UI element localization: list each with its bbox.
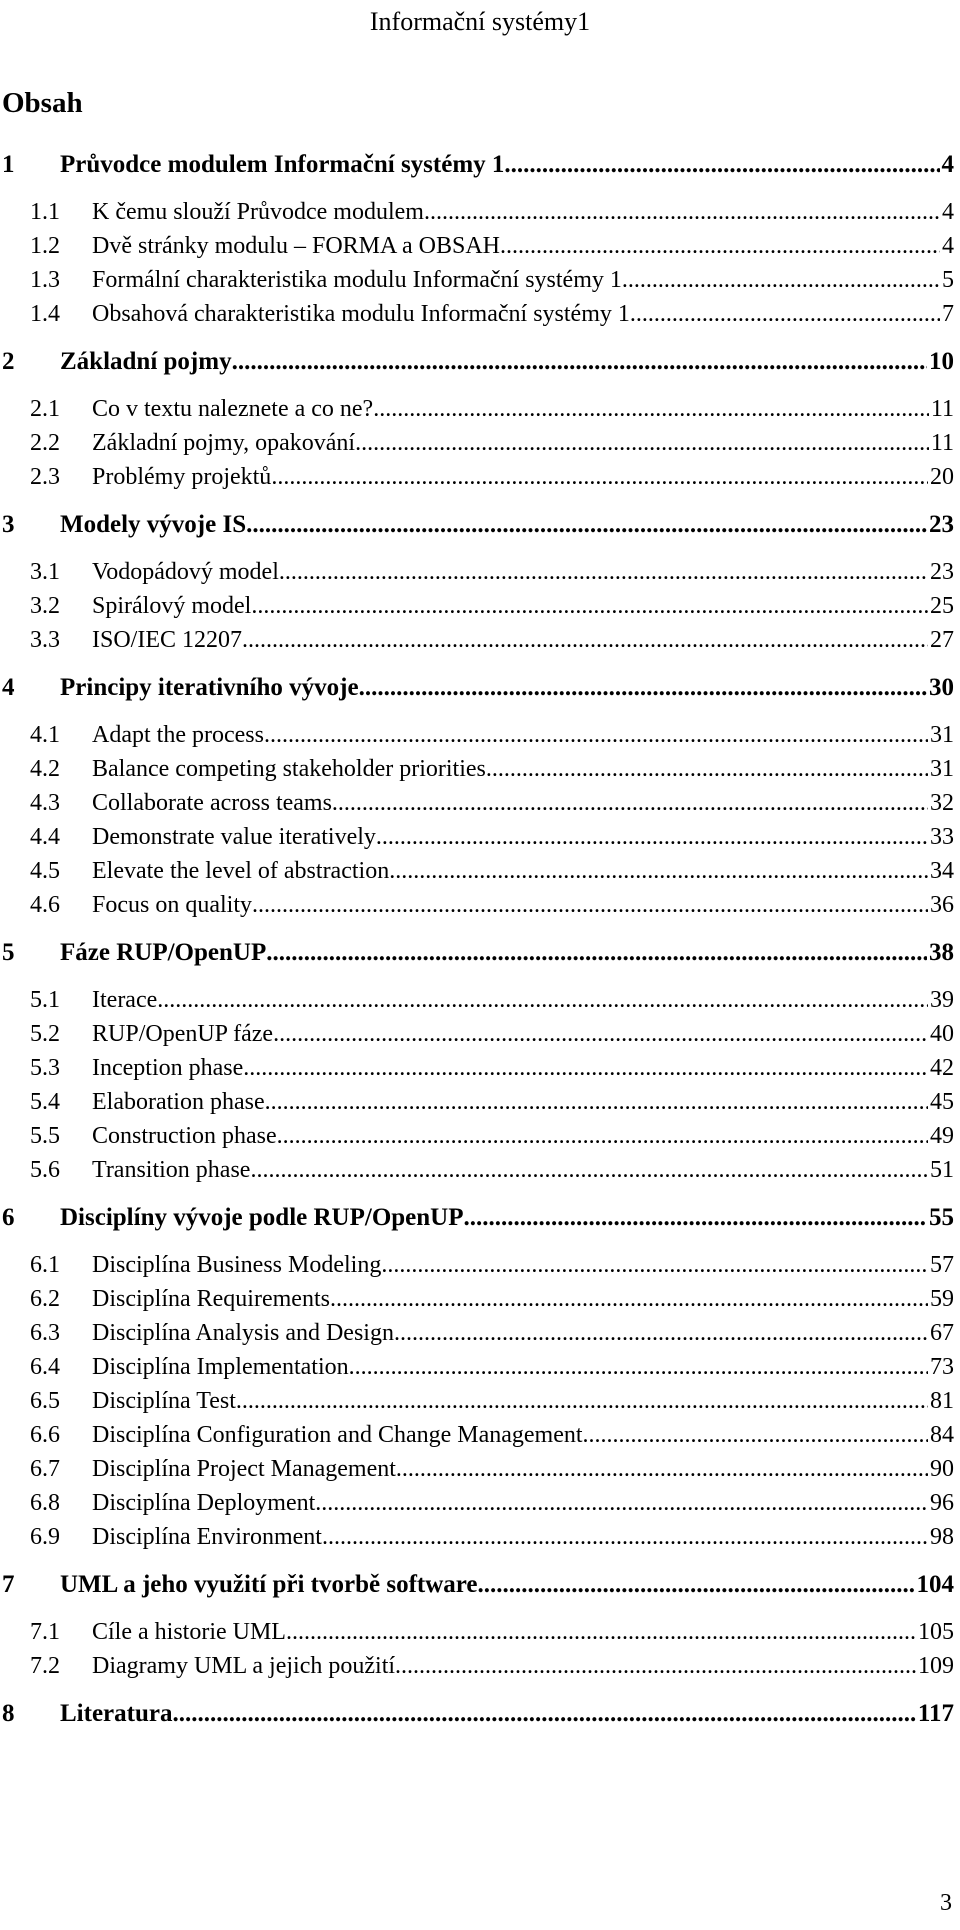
dot-leader [250, 1153, 928, 1187]
dot-leader [242, 623, 928, 657]
toc-section-page: 5 [942, 267, 954, 293]
toc-section-title: Formální charakteristika modulu Informační systémy 1 [92, 267, 622, 293]
toc-section[interactable] [0, 1017, 954, 1051]
toc-section-page: 49 [930, 1123, 954, 1149]
toc-section-page: 57 [930, 1252, 954, 1278]
dot-leader [330, 1282, 928, 1316]
toc-section-title: Cíle a historie UML [92, 1619, 286, 1645]
toc-section-number: 6.1 [30, 1252, 60, 1278]
toc-section-number: 1.2 [30, 233, 60, 259]
toc-section[interactable] [0, 426, 954, 460]
toc-section-page: 20 [930, 464, 954, 490]
toc-section-page: 42 [930, 1055, 954, 1081]
toc-section-page: 7 [942, 301, 954, 327]
toc-section-page: 31 [930, 756, 954, 782]
toc-section-title: Adapt the process [92, 722, 264, 748]
toc-section-number: 5.6 [30, 1157, 60, 1183]
toc-chapter-number: 6 [2, 1204, 15, 1231]
dot-leader [266, 936, 927, 970]
toc-chapter-page: 4 [941, 151, 954, 178]
toc-section[interactable] [0, 555, 954, 589]
toc-chapter-page: 23 [929, 511, 954, 538]
toc-section[interactable] [0, 1418, 954, 1452]
toc-section[interactable] [0, 623, 954, 657]
dot-leader [389, 854, 928, 888]
toc-section-page: 109 [918, 1653, 954, 1679]
toc-section-number: 6.6 [30, 1422, 60, 1448]
toc-section-title: Disciplína Business Modeling [92, 1252, 382, 1278]
toc-section-page: 39 [930, 987, 954, 1013]
dot-leader [478, 1568, 915, 1602]
toc-section-title: Co v textu naleznete a co ne? [92, 396, 374, 422]
toc-section-number: 6.2 [30, 1286, 60, 1312]
dot-leader [486, 752, 928, 786]
toc-section-page: 67 [930, 1320, 954, 1346]
toc-section-page: 51 [930, 1157, 954, 1183]
toc-section-number: 6.9 [30, 1524, 60, 1550]
toc-section-title: RUP/OpenUP fáze [92, 1021, 274, 1047]
toc-chapter-title: Literatura [60, 1700, 173, 1727]
toc-chapter-number: 4 [2, 674, 15, 701]
toc-section-title: Balance competing stakeholder priorities [92, 756, 486, 782]
dot-leader [315, 1486, 928, 1520]
toc-section-page: 81 [930, 1388, 954, 1414]
toc-section-title: Základní pojmy, opakování [92, 430, 356, 456]
dot-leader [359, 671, 927, 705]
toc-section-title: Transition phase [92, 1157, 251, 1183]
toc-section-page: 90 [930, 1456, 954, 1482]
toc-chapter-number: 3 [2, 511, 15, 538]
dot-leader [381, 1248, 928, 1282]
toc-section-page: 84 [930, 1422, 954, 1448]
dot-leader [394, 1316, 928, 1350]
toc-section-title: Elaboration phase [92, 1089, 265, 1115]
toc-title: Obsah [2, 87, 83, 119]
toc-section-title: Vodopádový model [92, 559, 279, 585]
toc-section[interactable] [0, 1119, 954, 1153]
toc-section[interactable] [0, 1452, 954, 1486]
toc-section[interactable] [0, 786, 954, 820]
dot-leader [630, 297, 940, 331]
toc-section-number: 4.1 [30, 722, 60, 748]
toc-section-page: 73 [930, 1354, 954, 1380]
toc-section[interactable] [0, 1051, 954, 1085]
toc-section-number: 4.3 [30, 790, 60, 816]
toc-section-number: 1.1 [30, 199, 60, 225]
toc-chapter-page: 10 [929, 348, 954, 375]
toc-section-page: 32 [930, 790, 954, 816]
toc-section-title: Diagramy UML a jejich použití [92, 1653, 396, 1679]
dot-leader [264, 718, 928, 752]
dot-leader [157, 983, 928, 1017]
toc-section-title: Disciplína Requirements [92, 1286, 330, 1312]
toc-section-page: 4 [942, 199, 954, 225]
toc-section-title: Inception phase [92, 1055, 244, 1081]
toc-chapter-page: 38 [929, 939, 954, 966]
toc-section[interactable] [0, 1248, 954, 1282]
toc-section-number: 6.7 [30, 1456, 60, 1482]
toc-section-page: 25 [930, 593, 954, 619]
toc-section-number: 6.3 [30, 1320, 60, 1346]
toc-section[interactable] [0, 589, 954, 623]
dot-leader [246, 508, 927, 542]
dot-leader [322, 1520, 928, 1554]
toc-chapter[interactable] [0, 508, 954, 542]
dot-leader [504, 148, 939, 182]
toc-section-title: Obsahová charakteristika modulu Informační systémy 1 [92, 301, 630, 327]
toc-section[interactable] [0, 263, 954, 297]
toc-section-page: 23 [930, 559, 954, 585]
table-of-contents [0, 148, 954, 1744]
toc-section-title: Focus on quality [92, 892, 252, 918]
toc-chapter-page: 117 [917, 1700, 954, 1727]
toc-section-number: 2.3 [30, 464, 60, 490]
toc-section[interactable] [0, 229, 954, 263]
toc-section-title: Construction phase [92, 1123, 277, 1149]
toc-section-page: 105 [918, 1619, 954, 1645]
dot-leader [395, 1649, 916, 1683]
toc-section-page: 59 [930, 1286, 954, 1312]
dot-leader [236, 1384, 928, 1418]
toc-section-title: ISO/IEC 12207 [92, 627, 242, 653]
toc-section-title: Disciplína Configuration and Change Management [92, 1422, 583, 1448]
toc-chapter-number: 1 [2, 151, 15, 178]
dot-leader [232, 345, 927, 379]
toc-section-title: Dvě stránky modulu – FORMA a OBSAH [92, 233, 501, 259]
toc-section-page: 36 [930, 892, 954, 918]
dot-leader [271, 460, 928, 494]
toc-section-page: 4 [942, 233, 954, 259]
toc-chapter-title: Průvodce modulem Informační systémy 1 [60, 151, 505, 178]
toc-section-number: 4.6 [30, 892, 60, 918]
toc-chapter-number: 7 [2, 1571, 15, 1598]
dot-leader [243, 1051, 928, 1085]
toc-section[interactable] [0, 1316, 954, 1350]
toc-section-title: Disciplína Environment [92, 1524, 322, 1550]
toc-section[interactable] [0, 1384, 954, 1418]
toc-section[interactable] [0, 983, 954, 1017]
toc-chapter-title: Principy iterativního vývoje [60, 674, 359, 701]
dot-leader [265, 1085, 928, 1119]
toc-chapter-title: Modely vývoje IS [60, 511, 247, 538]
toc-section[interactable] [0, 1649, 954, 1683]
dot-leader [355, 426, 929, 460]
toc-section-page: 40 [930, 1021, 954, 1047]
toc-section-page: 11 [930, 396, 954, 422]
toc-section-page: 34 [930, 858, 954, 884]
dot-leader [396, 1452, 928, 1486]
toc-chapter-page: 30 [929, 674, 954, 701]
toc-section-title: Demonstrate value iteratively [92, 824, 376, 850]
toc-section-number: 3.3 [30, 627, 60, 653]
toc-section-number: 5.4 [30, 1089, 60, 1115]
toc-chapter-number: 5 [2, 939, 15, 966]
toc-chapter-page: 55 [929, 1204, 954, 1231]
toc-section-page: 27 [930, 627, 954, 653]
toc-section-number: 2.1 [30, 396, 60, 422]
toc-chapter-number: 8 [2, 1700, 15, 1727]
dot-leader [373, 392, 929, 426]
running-header: Informační systémy1 [369, 7, 591, 36]
toc-section[interactable] [0, 1350, 954, 1384]
dot-leader [277, 1119, 928, 1153]
toc-section-page: 11 [930, 430, 954, 456]
toc-section-title: Collaborate across teams [92, 790, 332, 816]
toc-section-number: 4.4 [30, 824, 60, 850]
dot-leader [500, 229, 940, 263]
toc-chapter[interactable] [0, 936, 954, 970]
toc-section-title: Disciplína Analysis and Design [92, 1320, 394, 1346]
toc-section-page: 45 [930, 1089, 954, 1115]
toc-section[interactable] [0, 392, 954, 426]
dot-leader [286, 1615, 916, 1649]
toc-section-number: 5.3 [30, 1055, 60, 1081]
toc-section-number: 6.8 [30, 1490, 60, 1516]
toc-section[interactable] [0, 1282, 954, 1316]
dot-leader [273, 1017, 928, 1051]
toc-section-page: 98 [930, 1524, 954, 1550]
toc-section-title: Disciplína Project Management [92, 1456, 396, 1482]
toc-chapter-page: 104 [916, 1571, 954, 1598]
toc-section[interactable] [0, 752, 954, 786]
toc-section-number: 5.5 [30, 1123, 60, 1149]
toc-section-title: Iterace [92, 987, 158, 1013]
toc-section-page: 31 [930, 722, 954, 748]
toc-section-title: Elevate the level of abstraction [92, 858, 390, 884]
toc-chapter[interactable] [0, 148, 954, 182]
toc-section-number: 2.2 [30, 430, 60, 456]
toc-section-title: Disciplína Deployment [92, 1490, 316, 1516]
toc-section[interactable] [0, 297, 954, 331]
toc-chapter-title: UML a jeho využití při tvorbě software [60, 1571, 478, 1598]
toc-section[interactable] [0, 1520, 954, 1554]
toc-section-title: Spirálový model [92, 593, 252, 619]
toc-section-number: 6.5 [30, 1388, 60, 1414]
toc-chapter[interactable] [0, 345, 954, 379]
toc-section[interactable] [0, 1615, 954, 1649]
toc-section-title: K čemu slouží Průvodce modulem [92, 199, 424, 225]
dot-leader [252, 888, 928, 922]
toc-chapter[interactable] [0, 1201, 954, 1235]
toc-section-number: 7.1 [30, 1619, 60, 1645]
toc-section[interactable] [0, 1486, 954, 1520]
toc-section[interactable] [0, 718, 954, 752]
toc-chapter[interactable] [0, 1697, 954, 1731]
dot-leader [376, 820, 928, 854]
toc-section-number: 5.1 [30, 987, 60, 1013]
toc-section-number: 1.3 [30, 267, 60, 293]
toc-section-title: Disciplína Implementation [92, 1354, 349, 1380]
dot-leader [464, 1201, 928, 1235]
toc-chapter-title: Disciplíny vývoje podle RUP/OpenUP [60, 1204, 464, 1231]
dot-leader [172, 1697, 915, 1731]
toc-section[interactable] [0, 460, 954, 494]
dot-leader [332, 786, 928, 820]
toc-section[interactable] [0, 195, 954, 229]
dot-leader [583, 1418, 928, 1452]
toc-section-title: Problémy projektů [92, 464, 272, 490]
toc-section-number: 7.2 [30, 1653, 60, 1679]
toc-chapter-number: 2 [2, 348, 15, 375]
toc-chapter[interactable] [0, 1568, 954, 1602]
dot-leader [279, 555, 928, 589]
toc-section-number: 3.1 [30, 559, 60, 585]
toc-section-number: 5.2 [30, 1021, 60, 1047]
dot-leader [349, 1350, 928, 1384]
toc-section-number: 3.2 [30, 593, 60, 619]
toc-section[interactable] [0, 820, 954, 854]
toc-section[interactable] [0, 1153, 954, 1187]
toc-section-number: 4.2 [30, 756, 60, 782]
toc-section[interactable] [0, 1085, 954, 1119]
toc-section-page: 96 [930, 1490, 954, 1516]
toc-chapter[interactable] [0, 671, 954, 705]
toc-section-page: 33 [930, 824, 954, 850]
page-number: 3 [940, 1890, 952, 1916]
toc-section[interactable] [0, 888, 954, 922]
toc-chapter-title: Fáze RUP/OpenUP [60, 939, 267, 966]
dot-leader [251, 589, 928, 623]
toc-section-title: Disciplína Test [92, 1388, 236, 1414]
toc-section-number: 1.4 [30, 301, 60, 327]
toc-section-number: 4.5 [30, 858, 60, 884]
toc-section[interactable] [0, 854, 954, 888]
toc-chapter-title: Základní pojmy [60, 348, 232, 375]
toc-section-number: 6.4 [30, 1354, 60, 1380]
dot-leader [622, 263, 940, 297]
dot-leader [424, 195, 940, 229]
